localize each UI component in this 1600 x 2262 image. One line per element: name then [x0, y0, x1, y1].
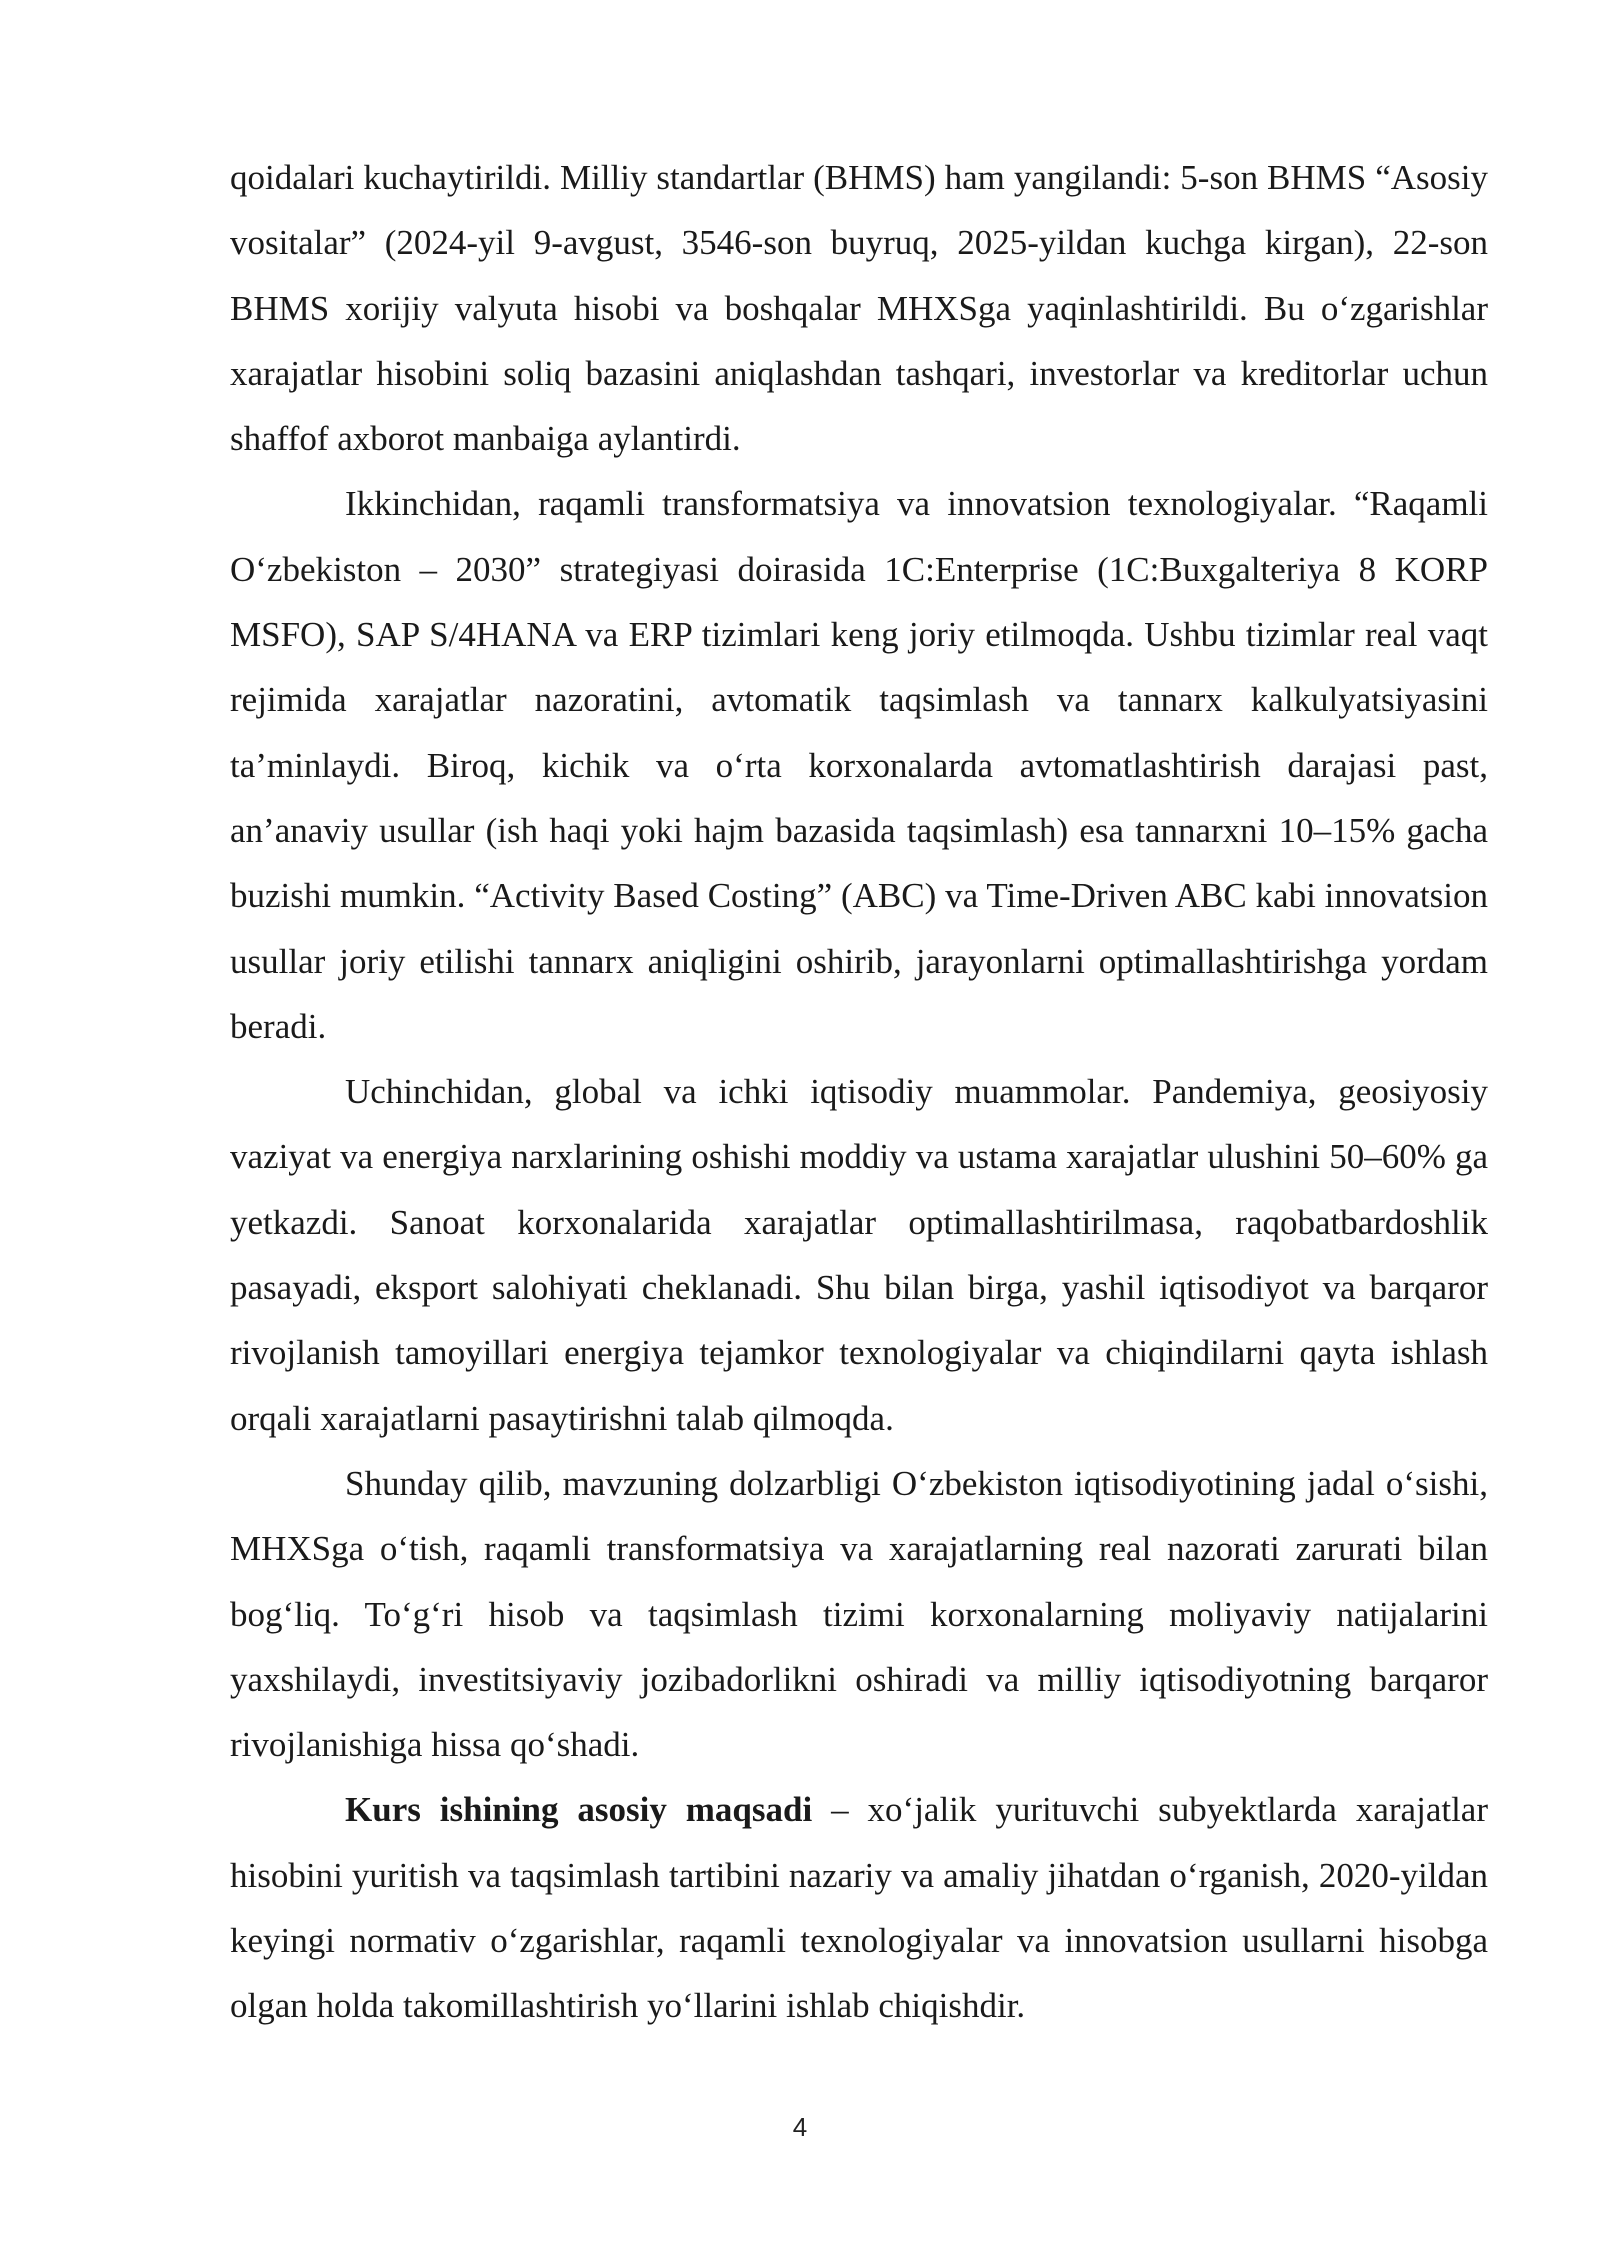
paragraph-course-goal [230, 1777, 1488, 2038]
page-number: 4 [792, 2112, 808, 2142]
paragraph-regulations: qoidalari kuchaytirildi. Milliy standartlar (BHMS) ham yangilandi: 5-son BHMS “Asosiy vositalar” (2024-yil 9-avgust, 3546-son buyruq, 2025-yildan kuchga kirgan), 22-son BHMS xorijiy valyuta hisobi va boshqalar MHXSga yaqinlashtirildi. Bu o‘zgarishlar xarajatlar hisobini soliq bazasini aniqlashdan tashqari, investorlar va kreditorlar uchun shaffof axborot manbaiga aylantirdi. [230, 158, 1488, 459]
paragraph-digital-transformation: Ikkinchidan, raqamli transformatsiya va innovatsion texnologiyalar. “Raqamli O‘zbekiston – 2030” strategiyasi doirasida 1C:Enterprise (1C:Buxgalteriya 8 KORP MSFO), SAP S/4HANA va ERP tizimlari keng joriy etilmoqda. Ushbu tizimlar real vaqt rejimida xarajatlar nazoratini, avtomatik taqsimlash va tannarx kalkulyatsiyasini ta’minlaydi. Biroq, kichik va o‘rta korxonalarda avtomatlashtirish darajasi past, an’anaviy usullar (ish haqi yoki hajm bazasida taqsimlash) esa tannarxni 10–15% gacha buzishi mumkin. “Activity Based Costing” (ABC) va Time-Driven ABC kabi innovatsion usullar joriy etilishi tannarx aniqligini oshirib, jarayonlarni optimallashtirishga yordam beradi. [230, 484, 1488, 1046]
course-goal-text: – xo‘jalik yurituvchi subyektlarda xarajatlar hisobini yuritish va taqsimlash tartibini nazariy va amaliy jihatdan o‘rganish, 2020-yildan keyingi normativ o‘zgarishlar, raqamli texnologiyalar va innovatsion usullarni hisobga olgan holda takomillashtirish yo‘llarini ishlab chiqishdir. [230, 1790, 1488, 2026]
paragraph-conclusion-relevance: Shunday qilib, mavzuning dolzarbligi O‘zbekiston iqtisodiyotining jadal o‘sishi, MHXSga o‘tish, raqamli transformatsiya va xarajatlarning real nazorati zarurati bilan bog‘liq. To‘g‘ri hisob va taqsimlash tizimi korxonalarning moliyaviy natijalarini yaxshilaydi, investitsiyaviy jozibadorlikni oshiradi va milliy iqtisodiyotning barqaror rivojlanishiga hissa qo‘shadi. [230, 1463, 1488, 1765]
body-text [230, 145, 1488, 2039]
course-goal-heading: Kurs ishining asosiy maqsadi [345, 1790, 813, 1830]
paragraph-economic-problems: Uchinchidan, global va ichki iqtisodiy muammolar. Pandemiya, geosiyosiy vaziyat va energiya narxlarining oshishi moddiy va ustama xarajatlar ulushini 50–60% ga yetkazdi. Sanoat korxonalarida xarajatlar optimallashtirilmasa, raqobatbardoshlik pasayadi, eksport salohiyati cheklanadi. Shu bilan birga, yashil iqtisodiyot va barqaror rivojlanish tamoyillari energiya tejamkor texnologiyalar va chiqindilarni qayta ishlash orqali xarajatlarni pasaytirishni talab qilmoqda. [230, 1072, 1488, 1438]
